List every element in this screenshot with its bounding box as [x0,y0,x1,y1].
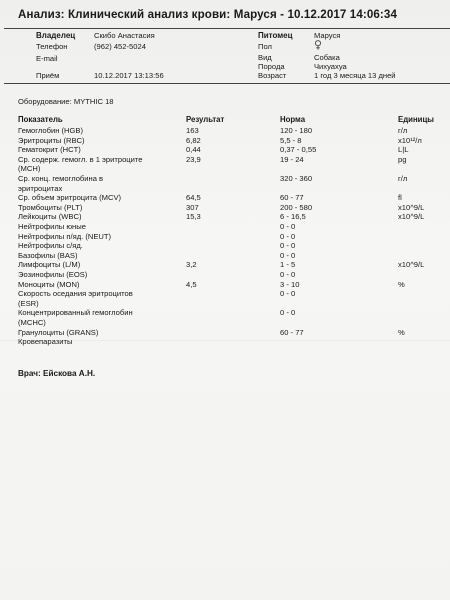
row-name: Моноциты (MON) [18,279,80,289]
row-name: Ср. конц. гемоглобина в [18,174,104,183]
equipment-line: Оборудование: MYTHIC 18 [18,97,114,106]
female-icon [314,40,322,50]
visit-label: Приём [36,71,60,80]
pet-breed-label: Порода [258,62,285,71]
row-result: 6,82 [186,135,201,145]
row-name: Нейтрофилы п/яд. (NEUT) [18,231,112,241]
owner-phone-value: (962) 452-5024 [94,42,146,51]
doctor-signature-line: Врач: Ейскова А.Н. [18,369,96,378]
owner-email-label: E-mail [36,54,58,63]
row-unit: fl [398,193,402,203]
row-norm: 5,5 - 8 [280,135,302,145]
row-unit: x10^9/L [398,202,425,212]
row-name: Лейкоциты (WBC) [18,212,82,222]
row-name: Гематокрит (HCT) [18,145,81,155]
row-norm: 0 - 0 [280,250,296,260]
paper-fold [0,340,450,341]
row-name: Тромбоциты (PLT) [18,202,83,212]
row-result: 163 [186,126,199,135]
row-name: Лимфоциты (L/M) [18,260,81,270]
row-name: (MCHC) [18,318,46,327]
row-norm: 0 - 0 [280,222,296,231]
row-name: Концентрированный гемоглобин [18,308,133,318]
row-name: (ESR) [18,298,39,308]
row-name: Эритроциты (RBC) [18,135,85,145]
row-norm: 200 - 580 [280,202,313,212]
row-name: Скорость оседания эритроцитов [18,289,133,299]
report-title: Анализ: Клинический анализ крови: Маруся - 10.12.2017 14:06:34 [18,8,397,21]
row-norm: 0 - 0 [280,241,296,251]
col-header-name: Показатель [18,115,63,124]
row-name: Кровепаразиты [18,337,73,347]
row-name: (MCH) [18,164,41,174]
owner-name: Скибо Анастасия [94,31,155,40]
row-unit: L|L [398,145,409,155]
pet-age-label: Возраст [258,71,287,80]
row-norm: 60 - 77 [280,193,304,203]
row-result: 4,5 [186,279,197,289]
pet-heading: Питомец [258,31,293,40]
col-header-unit: Единицы [398,115,434,124]
row-name: Нейтрофилы с/яд. [18,241,83,251]
row-norm: 0,37 - 0,55 [280,145,317,155]
row-unit: x10¹²/л [398,135,422,145]
row-unit: x10^9/L [398,212,425,222]
row-unit: % [398,327,405,337]
row-unit: г/л [398,174,408,183]
row-name: Нейтрофилы юные [18,222,86,231]
owner-heading: Владелец [36,31,76,40]
owner-phone-label: Телефон [36,42,68,51]
header-divider-top [4,28,450,29]
row-norm: 1 - 5 [280,260,296,270]
row-norm: 120 - 180 [280,126,313,135]
pet-species-label: Вид [258,53,272,62]
row-result: 307 [186,202,199,212]
row-norm: 0 - 0 [280,289,296,299]
row-name: Ср. объем эритроцита (MCV) [18,193,122,203]
row-norm: 0 - 0 [280,231,296,241]
row-norm: 6 - 16,5 [280,212,306,222]
pet-age-value: 1 год 3 месяца 13 дней [314,71,396,80]
row-norm: 0 - 0 [280,270,296,279]
row-norm: 320 - 360 [280,174,313,183]
col-header-result: Результат [186,115,225,124]
row-name: Ср. содерж. гемогл. в 1 эритроците [18,154,143,164]
row-result: 15,3 [186,212,201,222]
row-unit: x10^9/L [398,260,425,270]
row-unit: г/л [398,126,408,135]
pet-name: Маруся [314,31,341,40]
row-name: Эозинофилы (EOS) [18,270,88,279]
row-unit: pg [398,154,407,164]
row-name: Гемоглобин (HGB) [18,126,84,135]
col-header-norm: Норма [280,115,306,124]
row-norm: 60 - 77 [280,327,304,337]
row-unit: % [398,279,405,289]
row-name: Гранулоциты (GRANS) [18,327,99,337]
row-name: эритроцитах [18,183,63,193]
row-result: 23,9 [186,154,201,164]
row-result: 0,44 [186,145,201,155]
header-divider-bottom [4,83,450,84]
pet-sex-label: Пол [258,42,272,51]
pet-species-value: Собака [314,53,340,62]
row-name: Базофилы (BAS) [18,250,78,260]
visit-datetime: 10.12.2017 13:13:56 [94,71,164,80]
row-norm: 3 - 10 [280,279,300,289]
row-result: 64,5 [186,193,201,203]
row-result: 3,2 [186,260,197,270]
row-norm: 19 - 24 [280,154,304,164]
pet-breed-value: Чихуахуа [314,62,347,71]
row-norm: 0 - 0 [280,308,296,318]
